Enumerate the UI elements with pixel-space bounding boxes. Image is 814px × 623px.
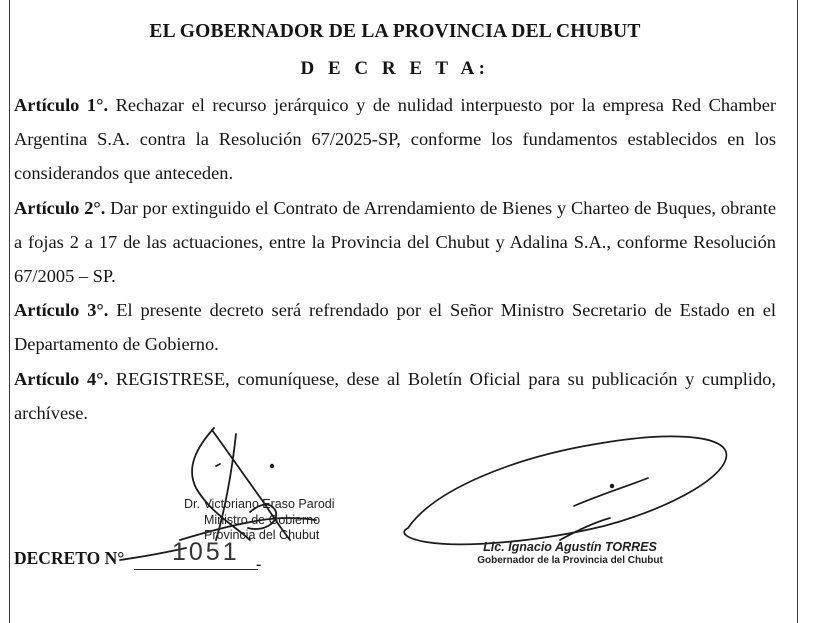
governor-signature-stroke: [404, 436, 726, 544]
decree-number-label: DECRETO N°: [14, 548, 125, 568]
article-4-text: REGISTRESE, comuníquese, dese al Boletín Oficial para su publicación y cumplido, archívese.: [14, 368, 777, 423]
decree-number-dash: -: [256, 556, 262, 573]
article-1-label: Artículo 1°.: [14, 95, 109, 115]
governor-name: Lic. Ignacio Agustín TORRES: [483, 540, 657, 554]
decreta-heading: D E C R E T A:: [300, 58, 490, 79]
article-3-text: El presente decreto será refrendado por el Señor Ministro Secretario de Estado en el Departamento de Gobierno.: [14, 300, 777, 355]
article-2-label: Artículo 2°.: [14, 197, 106, 218]
governor-role: Gobernador de la Provincia del Chubut: [477, 555, 663, 566]
governor-signature-block: [440, 540, 700, 566]
minister-name: Dr. Victoriano Eraso Parodi: [184, 497, 335, 511]
article-3-label: Artículo 3°.: [14, 300, 109, 321]
minister-province: Provincia del Chubut: [204, 528, 320, 542]
article-1-text: Rechazar el recurso jerárquico y de nulidad interpuesto por la empresa Red Chamber Argentina S.A. contra la Resolución 67/2025-SP, conforme los fundamentos establecidos en los considerandos que anteceden.: [14, 95, 776, 184]
article-2-text: Dar por extinguido el Contrato de Arrendamiento de Bienes y Charteo de Buques, obrante a fojas 2 a 17 de las actuaciones, entre la Provincia del Chubut y Adalina S.A., conforme Resolución 67/2005 – SP.: [14, 197, 776, 287]
article-4-label: Artículo 4°.: [14, 368, 109, 389]
minister-signature-block: [180, 497, 380, 544]
minister-role: Ministro de Gobierno: [204, 512, 321, 527]
decree-number-underline: [134, 569, 258, 570]
document-title: EL GOBERNADOR DE LA PROVINCIA DEL CHUBUT: [149, 21, 641, 42]
decree-number: 1051: [172, 538, 240, 566]
